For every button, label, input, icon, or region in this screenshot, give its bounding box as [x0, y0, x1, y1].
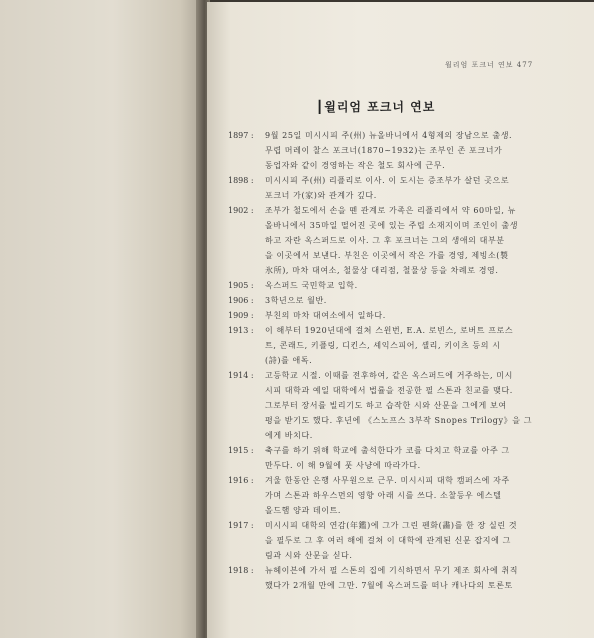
entry-year: [228, 413, 265, 428]
entry-text: 평을 받기도 했다. 후년에 《스노프스 3부작 Snopes Trilogy》을 그: [265, 416, 533, 425]
entry-text: 시피 대학과 예일 대학에서 법률을 전공한 필 스톤과 친교를 맺다.: [265, 386, 513, 395]
entry-year: [228, 488, 265, 503]
chronology-line: [228, 458, 573, 473]
left-page: [0, 0, 205, 638]
page-header: [445, 60, 533, 70]
entry-text: 축구를 하기 위해 학교에 출석한다가 코를 다치고 학교를 아주 그: [265, 446, 510, 455]
chronology-line: [228, 428, 573, 443]
entry-year: [228, 398, 265, 413]
entry-year: 1898 :: [228, 176, 254, 185]
entry-year: [228, 248, 265, 263]
entry-year: 1916 :: [228, 476, 254, 485]
entry-text: 림과 시와 산문을 싣다.: [265, 551, 353, 560]
entry-year: [228, 578, 265, 593]
chronology-line: [228, 188, 573, 203]
entry-text: 했다가 2개월 만에 그만. 7월에 옥스퍼드를 떠나 캐나다의 토론토: [265, 581, 513, 590]
entry-year: 1909 :: [228, 311, 254, 320]
entry-year: 1906 :: [228, 296, 254, 305]
chronology-line: [228, 368, 573, 383]
entry-text: 에게 바치다.: [265, 431, 313, 440]
entry-text: 옥스퍼드 국민학교 입학.: [265, 281, 358, 290]
entry-text: 겨울 한동안 은행 사무원으로 근무. 미시시피 대학 캠퍼스에 자주: [265, 476, 510, 485]
entry-year: [228, 143, 265, 158]
chronology-line: [228, 353, 573, 368]
chronology-line: [228, 293, 573, 308]
entry-text: 올드햄 양과 데이트.: [265, 506, 342, 515]
entry-text: 하고 자란 옥스퍼드로 이사. 그 후 포크너는 그의 생애의 대부분: [265, 236, 505, 245]
chronology-line: [228, 143, 573, 158]
entry-text: 을 이곳에서 보낸다. 부친은 이곳에서 작은 가를 경영, 제빙소(製: [265, 251, 509, 260]
entry-year: [228, 353, 265, 368]
entry-text: (詩)를 애독.: [265, 356, 313, 365]
chronology-line: [228, 503, 573, 518]
entry-year: 1914 :: [228, 371, 254, 380]
entry-text: 3학년으로 월반.: [265, 296, 327, 305]
entry-text: 이 해부터 1920년대에 걸쳐 스윈번, E.A. 로빈스, 로버트 프로스: [265, 326, 514, 335]
running-title: 윌리엄 포크너 연보: [445, 61, 514, 69]
entry-text: 그로부터 장서를 빌리기도 하고 습작한 시와 산문을 그에게 보여: [265, 401, 507, 410]
entry-text: 氷所), 마차 대여소, 철물상 대리점, 철물상 등을 차례로 경영.: [265, 266, 499, 275]
entry-text: 가며 스톤과 하우스먼의 영향 아래 시를 쓰다. 소찰등우 에스텔: [265, 491, 502, 500]
entry-text: 올바니에서 35마일 떨어진 곳에 있는 주립 소재지이며 조인이 출생: [265, 221, 519, 230]
chronology-line: [228, 383, 573, 398]
entry-year: [228, 263, 265, 278]
entry-year: [228, 383, 265, 398]
entry-year: [228, 533, 265, 548]
chronology-list: [228, 128, 573, 593]
entry-year: [228, 188, 265, 203]
entry-year: [228, 233, 265, 248]
entry-text: 을 필두로 그 후 여러 해에 걸쳐 이 대학에 관계된 신문 잡지에 그: [265, 536, 511, 545]
entry-year: 1913 :: [228, 326, 254, 335]
entry-text: 미시시피 대학의 연감(年鑑)에 그가 그린 펜화(畵)를 한 장 실린 것: [265, 521, 518, 530]
entry-year: [228, 458, 265, 473]
entry-year: 1902 :: [228, 206, 254, 215]
entry-text: 트, 콘래드, 키플링, 디킨스, 셰익스피어, 셸리, 키이츠 등의 시: [265, 341, 501, 350]
entry-year: [228, 218, 265, 233]
entry-text: 뉴헤이븐에 가서 필 스톤의 집에 기식하면서 무기 제조 회사에 취직: [265, 566, 519, 575]
entry-year: 1897 :: [228, 131, 254, 140]
entry-year: [228, 428, 265, 443]
chronology-line: [228, 308, 573, 323]
entry-year: 1915 :: [228, 446, 254, 455]
entry-text: 무렵 머레이 찰스 포크너(1870~1932)는 조부인 존 포크너가: [265, 146, 503, 155]
entry-year: [228, 503, 265, 518]
chronology-line: [228, 218, 573, 233]
chronology-line: [228, 563, 573, 578]
chronology-line: [228, 233, 573, 248]
chronology-line: [228, 248, 573, 263]
entry-text: 조부가 철도에서 손을 뗀 관계로 가족은 리플리에서 약 60마일, 뉴: [265, 206, 517, 215]
chronology-line: [228, 338, 573, 353]
chronology-line: [228, 578, 573, 593]
chronology-line: [228, 173, 573, 188]
entry-text: 고등학교 시절. 이때를 전후하여, 같은 옥스퍼드에 거주하는, 미시: [265, 371, 513, 380]
chronology-line: [228, 518, 573, 533]
chronology-line: [228, 128, 573, 143]
section-title-text: 윌리엄 포크너 연보: [324, 100, 436, 114]
chronology-line: [228, 398, 573, 413]
entry-text: 9월 25일 미시시피 주(州) 뉴올바니에서 4형제의 장남으로 출생.: [265, 131, 513, 140]
entry-year: [228, 548, 265, 563]
entry-text: 부친의 마차 대여소에서 일하다.: [265, 311, 386, 320]
entry-year: 1917 :: [228, 521, 254, 530]
chronology-line: [228, 278, 573, 293]
entry-text: 만두다. 이 해 9월에 풋 사냥에 따라가다.: [265, 461, 421, 470]
chronology-line: [228, 488, 573, 503]
entry-year: 1905 :: [228, 281, 254, 290]
page-number: 477: [516, 61, 534, 69]
entry-year: [228, 158, 265, 173]
entry-text: 동업자와 같이 경영하는 작은 철도 회사에 근무.: [265, 161, 446, 170]
chronology-line: [228, 413, 573, 428]
chronology-line: [228, 548, 573, 563]
entry-text: 포크너 가(家)와 관계가 깊다.: [265, 191, 377, 200]
chronology-line: [228, 473, 573, 488]
entry-year: [228, 338, 265, 353]
entry-text: 미시시피 주(州) 리플리로 이사. 이 도시는 증조부가 살던 곳으로: [265, 176, 510, 185]
chronology-line: [228, 323, 573, 338]
section-title: ┃윌리엄 포크너 연보: [316, 100, 436, 114]
chronology-line: [228, 443, 573, 458]
chronology-line: [228, 263, 573, 278]
chronology-line: [228, 203, 573, 218]
chronology-line: [228, 533, 573, 548]
entry-year: 1918 :: [228, 566, 254, 575]
chronology-line: [228, 158, 573, 173]
